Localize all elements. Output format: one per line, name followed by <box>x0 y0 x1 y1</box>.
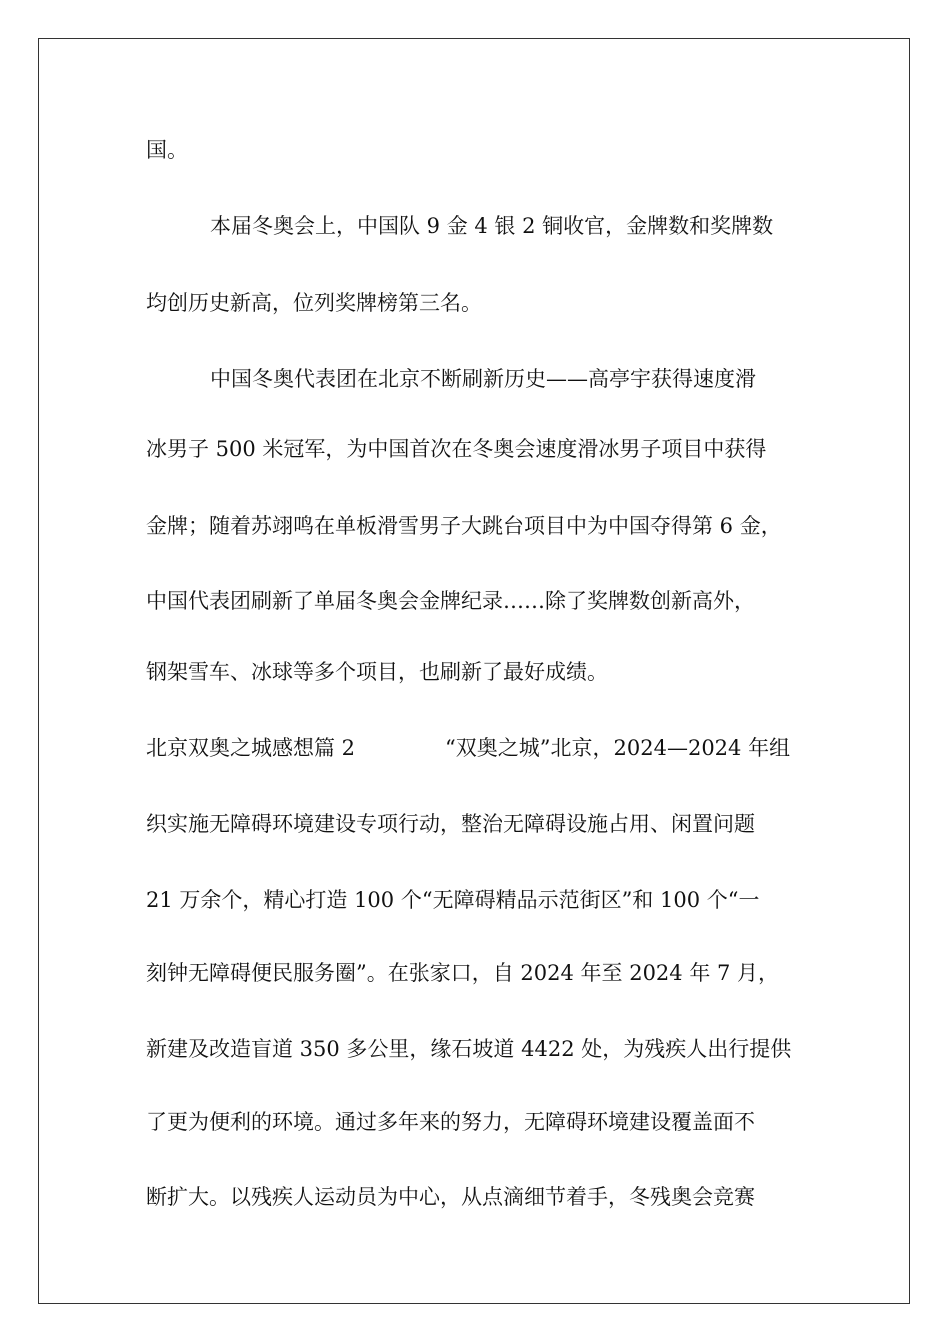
text-line: 21 万余个，精心打造 100 个“无障碍精品示范街区”和 100 个“一 <box>146 888 760 912</box>
text-line: 新建及改造盲道 350 多公里，缘石坡道 4422 处，为残疾人出行提供 <box>146 1037 792 1061</box>
paragraph-first-line: “双奥之城”北京，2024—2024 年组 <box>445 736 791 760</box>
paragraph-first-line: 本届冬奥会上，中国队 9 金 4 银 2 铜收官，金牌数和奖牌数 <box>210 214 774 238</box>
section-heading: 北京双奥之城感想篇 2 <box>146 736 356 760</box>
text-line: 均创历史新高，位列奖牌榜第三名。 <box>146 291 482 315</box>
text-line: 金牌；随着苏翊鸣在单板滑雪男子大跳台项目中为中国夺得第 6 金， <box>146 514 782 538</box>
text-line: 冰男子 500 米冠军，为中国首次在冬奥会速度滑冰男子项目中获得 <box>146 437 767 461</box>
text-line: 织实施无障碍环境建设专项行动，整治无障碍设施占用、闲置问题 <box>146 812 755 836</box>
text-line: 了更为便利的环境。通过多年来的努力，无障碍环境建设覆盖面不 <box>146 1110 755 1134</box>
text-line: 中国代表团刷新了单届冬奥会金牌纪录……除了奖牌数创新高外， <box>146 589 755 613</box>
text-line: 刻钟无障碍便民服务圈”。在张家口，自 2024 年至 2024 年 7 月， <box>146 961 780 985</box>
text-line: 钢架雪车、冰球等多个项目，也刷新了最好成绩。 <box>146 660 608 684</box>
text-line: 国。 <box>146 138 188 162</box>
paragraph-first-line: 中国冬奥代表团在北京不断刷新历史——高亭宇获得速度滑 <box>210 367 756 391</box>
text-line: 断扩大。以残疾人运动员为中心，从点滴细节着手，冬残奥会竞赛 <box>146 1185 755 1209</box>
section-heading-line <box>146 734 790 762</box>
